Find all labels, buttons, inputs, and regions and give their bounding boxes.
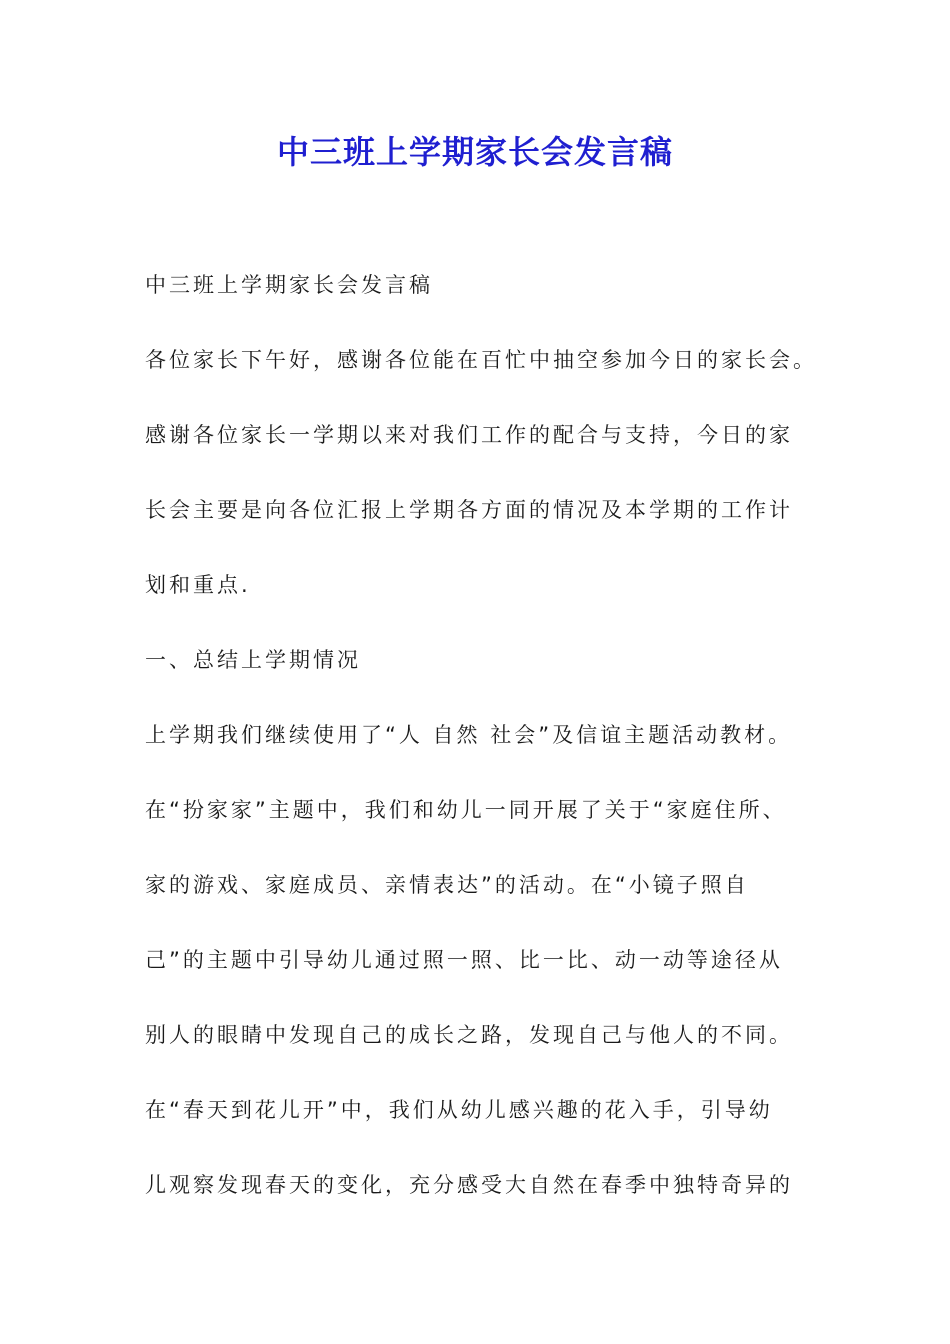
body-line: 儿观察发现春天的变化，充分感受大自然在春季中独特奇异的: [145, 1173, 793, 1197]
body-line: 别人的眼睛中发现自己的成长之路，发现自己与他人的不同。: [145, 1023, 793, 1047]
body-line: 在“扮家家”主题中，我们和幼儿一同开展了关于“家庭住所、: [145, 798, 787, 822]
body-line: 长会主要是向各位汇报上学期各方面的情况及本学期的工作计: [145, 498, 793, 522]
body-line: 中三班上学期家长会发言稿: [145, 273, 433, 297]
section-heading: 一、总结上学期情况: [145, 648, 361, 672]
body-line: 上学期我们继续使用了“人 自然 社会”及信谊主题活动教材。: [145, 723, 793, 747]
body-line: 家的游戏、家庭成员、亲情表达”的活动。在“小镜子照自: [145, 873, 749, 897]
body-line: 划和重点.: [145, 573, 251, 597]
body-line: 各位家长下午好，感谢各位能在百忙中抽空参加今日的家长会。: [145, 348, 817, 372]
document-title: 中三班上学期家长会发言稿: [276, 133, 673, 171]
body-line: 感谢各位家长一学期以来对我们工作的配合与支持，今日的家: [145, 423, 793, 447]
body-line: 在“春天到花儿开”中，我们从幼儿感兴趣的花入手，引导幼: [145, 1098, 773, 1122]
body-line: 己”的主题中引导幼儿通过照一照、比一比、动一动等途径从: [145, 948, 783, 972]
document-body: [145, 260, 835, 1235]
